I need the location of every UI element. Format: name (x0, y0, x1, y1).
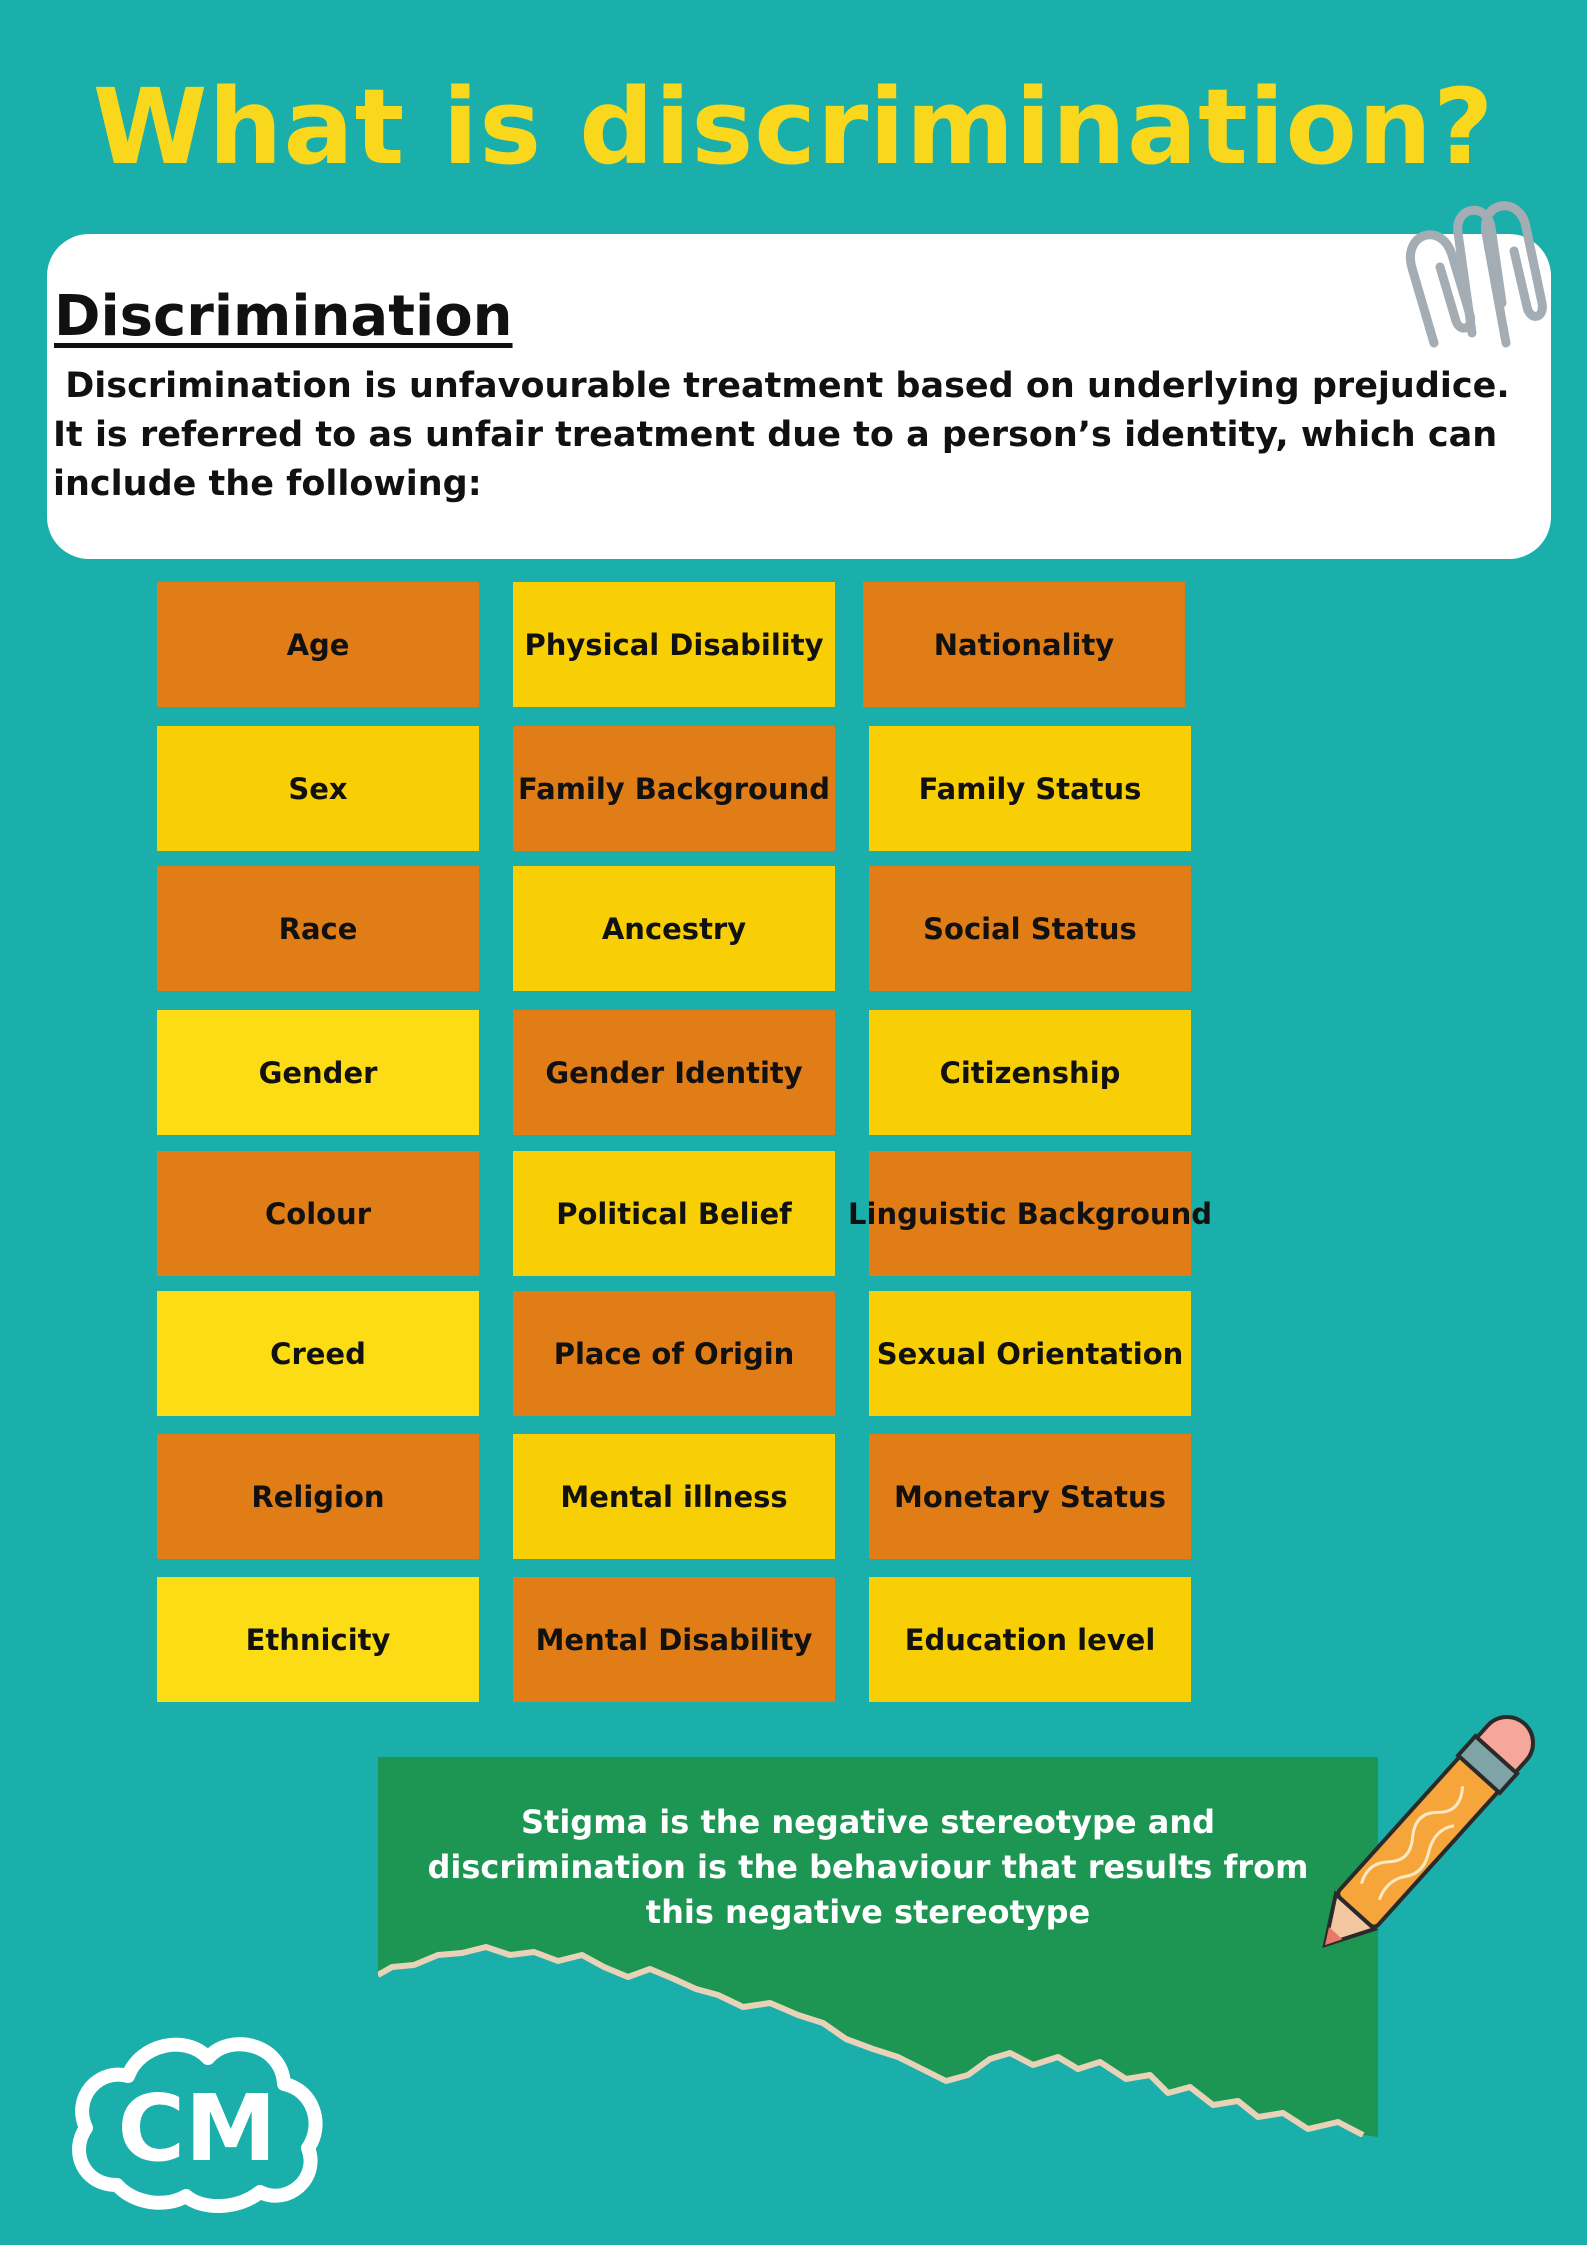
grid-cell: Citizenship (869, 1010, 1191, 1135)
grid-cell: Family Status (869, 726, 1191, 851)
grid-cell: Nationality (863, 582, 1185, 707)
grid-cell: Sex (157, 726, 479, 851)
grid-cell: Creed (157, 1291, 479, 1416)
grid-cell: Gender Identity (513, 1010, 835, 1135)
grid-cell: Age (157, 582, 479, 707)
grid-cell: Political Belief (513, 1151, 835, 1276)
grid-cell: Colour (157, 1151, 479, 1276)
stigma-line-2: discrimination is the behaviour that results from (427, 1848, 1309, 1886)
grid-cell: Place of Origin (513, 1291, 835, 1416)
grid-cell: Linguistic Background (869, 1151, 1191, 1276)
logo-text: CM (117, 2075, 277, 2182)
grid-cell: Family Background (513, 726, 835, 851)
intro-text: Discrimination is unfavourable treatment based on underlying prejudice. It is referred to as unfair treatment due to a person’s identity, which can include the following: (53, 366, 1535, 504)
grid-cell: Race (157, 866, 479, 991)
grid-cell: Mental Disability (513, 1577, 835, 1702)
cm-logo (62, 2010, 332, 2230)
grid-cell: Ethnicity (157, 1577, 479, 1702)
grid-cell: Gender (157, 1010, 479, 1135)
grid-cell: Education level (869, 1577, 1191, 1702)
grid-cell: Physical Disability (513, 582, 835, 707)
page-title: What is discrimination? (92, 66, 1495, 188)
intro-heading: Discrimination (54, 284, 513, 349)
stigma-text (378, 1800, 1358, 1935)
stigma-line-3: this negative stereotype (645, 1893, 1091, 1931)
grid-cell: Monetary Status (869, 1434, 1191, 1559)
stigma-line-1: Stigma is the negative stereotype and (520, 1803, 1216, 1841)
grid-cell: Ancestry (513, 866, 835, 991)
grid-cell: Social Status (869, 866, 1191, 991)
grid-cell: Mental illness (513, 1434, 835, 1559)
grid-cell: Sexual Orientation (869, 1291, 1191, 1416)
grid-cell: Religion (157, 1434, 479, 1559)
pencil-icon (1270, 1690, 1580, 1990)
